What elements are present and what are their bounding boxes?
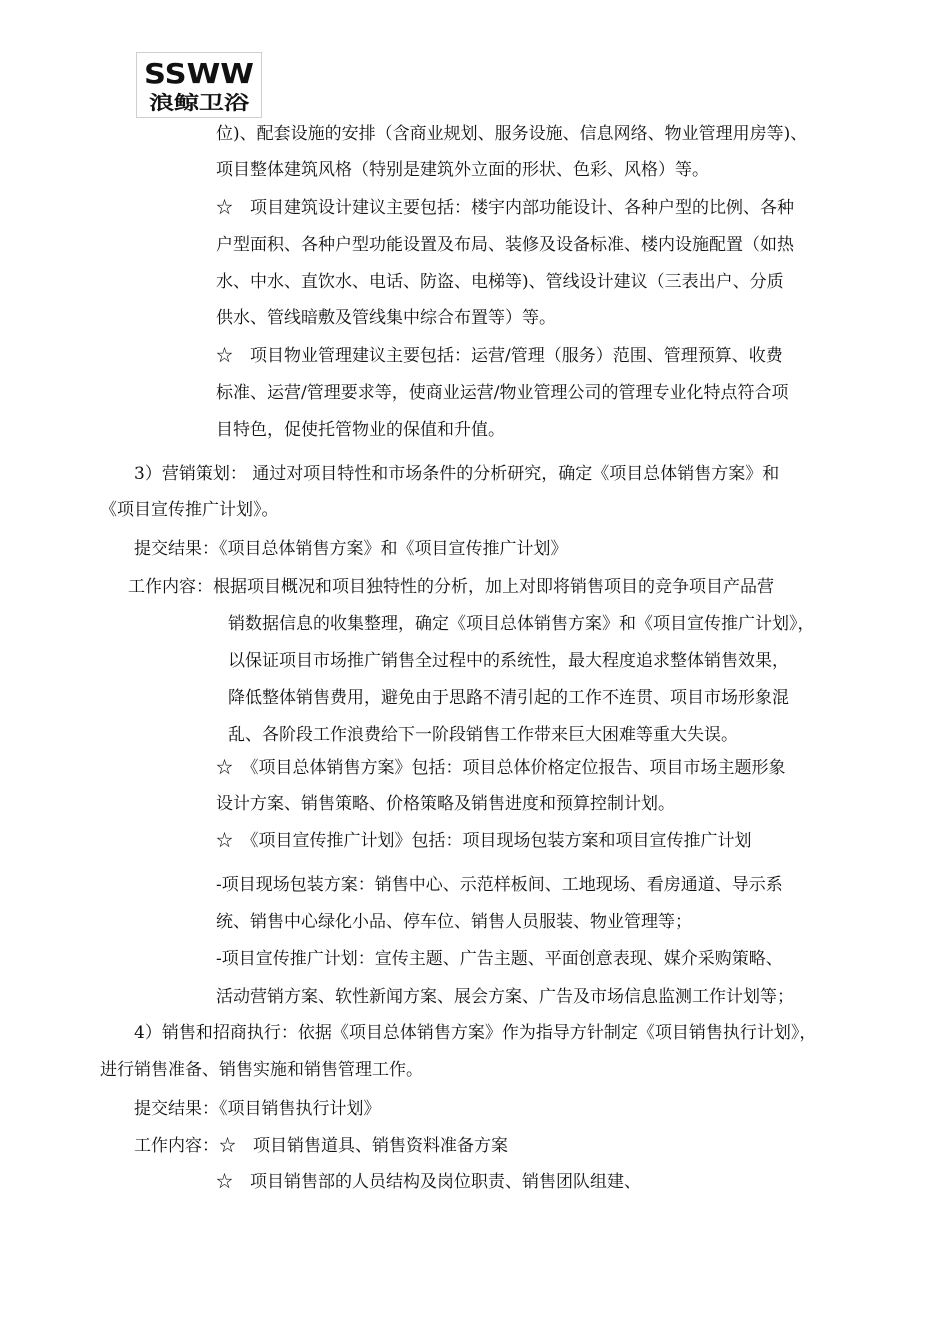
text-line: ☆ 项目销售部的人员结构及岗位职责、销售团队组建、 <box>216 1172 641 1192</box>
text-line: 销数据信息的收集整理，确定《项目总体销售方案》和《项目宣传推广计划》， <box>228 614 815 634</box>
text-line: ☆ 项目物业管理建议主要包括：运营/管理（服务）范围、管理预算、收费 <box>216 346 783 366</box>
text-line: 设计方案、销售策略、价格策略及销售进度和预算控制计划。 <box>216 794 675 814</box>
text-line: 工作内容：根据项目概况和项目独特性的分析，加上对即将销售项目的竞争项目产品营 <box>128 577 774 597</box>
text-line: 户型面积、各种户型功能设置及布局、装修及设备标准、楼内设施配置（如热 <box>216 235 794 255</box>
text-line: 4）销售和招商执行：依据《项目总体销售方案》作为指导方针制定《项目销售执行计划》， <box>134 1023 817 1043</box>
text-line: 供水、管线暗敷及管线集中综合布置等）等。 <box>216 308 556 328</box>
text-line: -项目宣传推广计划：宣传主题、广告主题、平面创意表现、媒介采购策略、 <box>216 949 783 969</box>
logo-text-cn: 浪鲸卫浴 <box>149 92 226 114</box>
text-line: 水、中水、直饮水、电话、防盗、电梯等)、管线设计建议（三表出户、分质 <box>216 272 784 292</box>
text-line: 提交结果：《项目总体销售方案》和《项目宣传推广计划》 <box>134 539 568 559</box>
logo-text-en: SSWW <box>144 57 255 90</box>
text-line: -项目现场包装方案：销售中心、示范样板间、工地现场、看房通道、导示系 <box>216 875 783 895</box>
text-line: 提交结果：《项目销售执行计划》 <box>134 1099 381 1119</box>
text-line: 活动营销方案、软性新闻方案、展会方案、广告及市场信息监测工作计划等； <box>216 987 794 1007</box>
text-line: 目特色，促使托管物业的保值和升值。 <box>216 420 505 440</box>
text-line: 3）营销策划： 通过对项目特性和市场条件的分析研究，确定《项目总体销售方案》和 <box>134 464 780 484</box>
text-line: ☆ 《项目总体销售方案》包括：项目总体价格定位报告、项目市场主题形象 <box>216 758 786 778</box>
text-line: 统、销售中心绿化小品、停车位、销售人员服装、物业管理等； <box>216 912 692 932</box>
text-line: 《项目宣传推广计划》。 <box>100 500 279 520</box>
text-line: 以保证项目市场推广销售全过程中的系统性，最大程度追求整体销售效果， <box>228 651 789 671</box>
text-line: 降低整体销售费用，避免由于思路不清引起的工作不连贯、项目市场形象混 <box>228 688 789 708</box>
text-line: 标准、运营/管理要求等，使商业运营/物业管理公司的管理专业化特点符合项 <box>216 383 789 403</box>
text-line: 进行销售准备、销售实施和销售管理工作。 <box>100 1060 423 1080</box>
text-line: 项目整体建筑风格（特别是建筑外立面的形状、色彩、风格）等。 <box>216 160 709 180</box>
ssww-logo <box>136 52 262 118</box>
text-line: 工作内容：☆ 项目销售道具、销售资料准备方案 <box>134 1136 508 1156</box>
text-line: ☆ 《项目宣传推广计划》包括：项目现场包装方案和项目宣传推广计划 <box>216 831 752 851</box>
text-line: 乱、各阶段工作浪费给下一阶段销售工作带来巨大困难等重大失误。 <box>228 725 738 745</box>
text-line: ☆ 项目建筑设计建议主要包括：楼宇内部功能设计、各种户型的比例、各种 <box>216 198 794 218</box>
text-line: 位)、配套设施的安排（含商业规划、服务设施、信息网络、物业管理用房等)、 <box>216 124 808 144</box>
